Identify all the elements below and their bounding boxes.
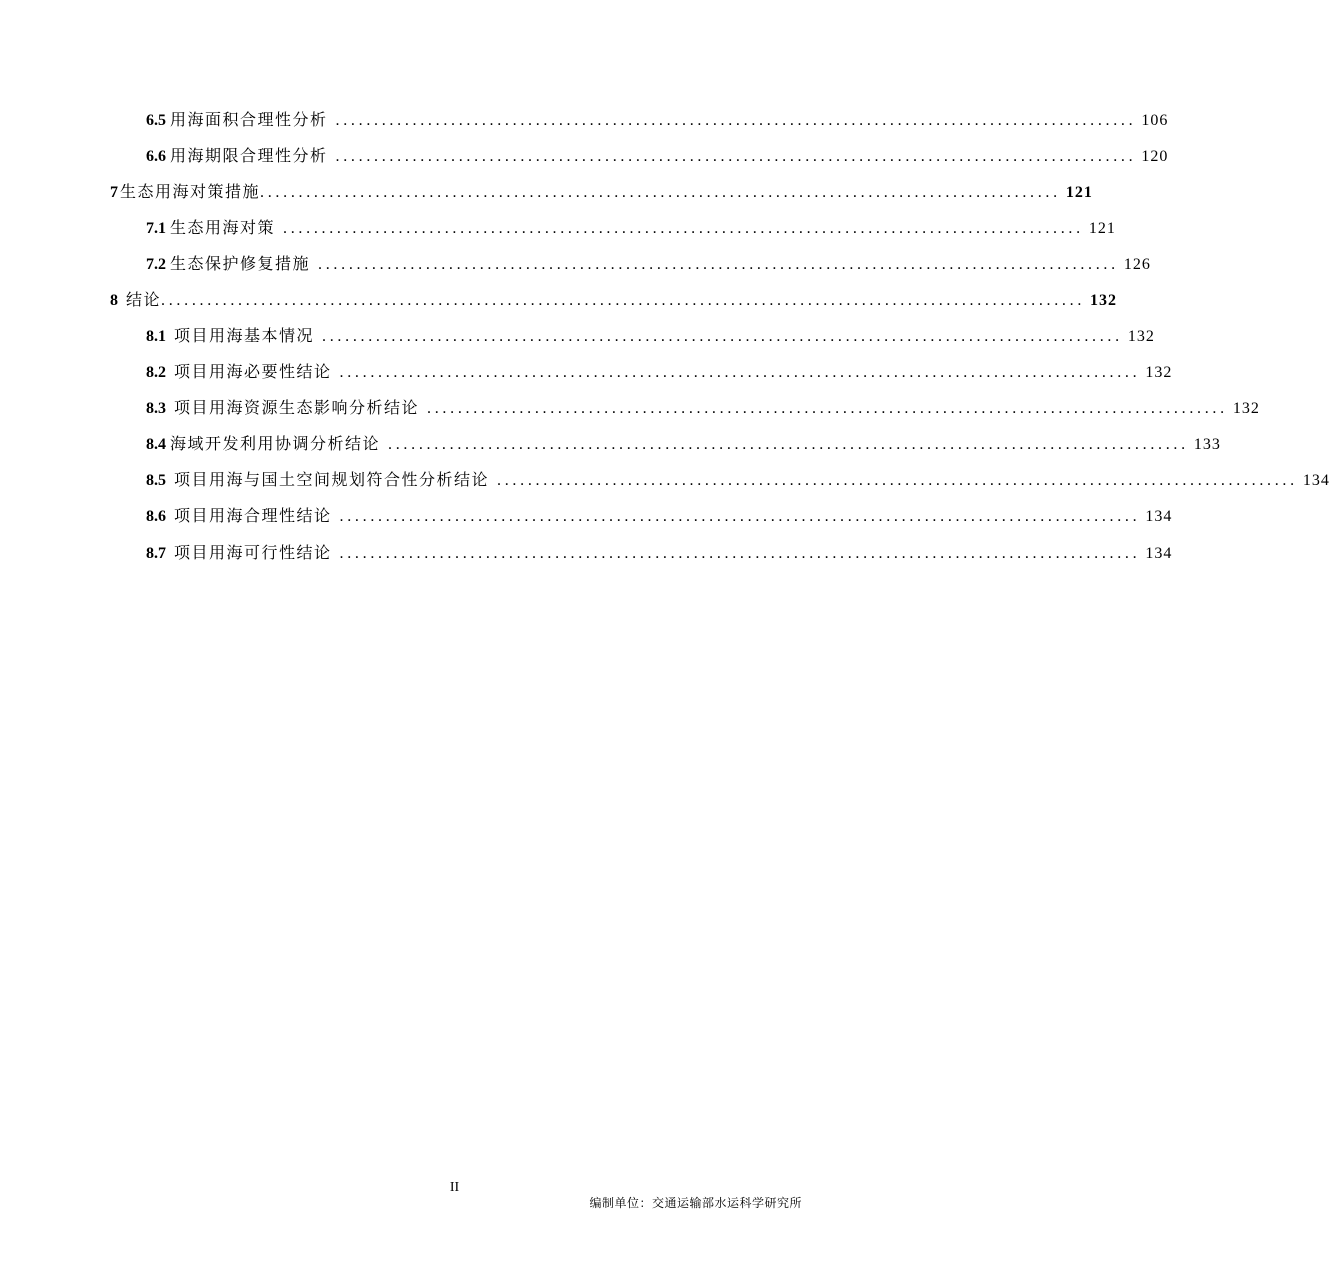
- toc-dot-leader: ........................................................................................................: [335, 112, 1137, 129]
- toc-entry-number: 8.2: [146, 364, 166, 381]
- toc-entry-title: 项目用海资源生态影响分析结论: [174, 398, 420, 417]
- toc-dot-leader: ........................................................................................................: [339, 508, 1141, 525]
- toc-dot-leader: ........................................................................................................: [322, 328, 1123, 345]
- toc-dot-leader: ........................................................................................................: [260, 184, 1061, 201]
- toc-entry-page: 133: [1193, 436, 1221, 453]
- toc-dot-leader: ........................................................................................................: [339, 545, 1141, 562]
- toc-dot-leader: ........................................................................................................................: [161, 292, 1086, 309]
- toc-entry-7-1[interactable]: [146, 218, 1116, 239]
- toc-entry-7[interactable]: [110, 182, 1093, 203]
- toc-entry-title: 海域开发利用协调分析结论: [170, 434, 381, 453]
- toc-entry-8-6[interactable]: [146, 506, 1173, 527]
- toc-entry-number: 8.1: [146, 328, 166, 345]
- toc-entry-page: 132: [1127, 328, 1155, 345]
- toc-entry-8-1[interactable]: [146, 326, 1155, 347]
- footer-organization: 编制单位：交通运输部水运科学研究所: [589, 1196, 802, 1210]
- toc-dot-leader: ........................................................................................................: [427, 400, 1228, 417]
- toc-entry-page: 134: [1145, 508, 1173, 525]
- toc-entry-title: 用海面积合理性分析: [170, 110, 328, 129]
- toc-entry-number: 6.5: [146, 112, 166, 129]
- toc-entry-page: 121: [1065, 184, 1093, 201]
- toc-entry-page: 120: [1141, 148, 1169, 165]
- toc-entry-page: 134: [1145, 545, 1173, 562]
- toc-entry-page: 106: [1141, 112, 1169, 129]
- toc-entry-title: 生态用海对策: [170, 218, 276, 237]
- toc-entry-number: 7.2: [146, 256, 166, 273]
- toc-entry-number: 6.6: [146, 148, 166, 165]
- toc-entry-title: 结论: [126, 290, 162, 309]
- toc-entry-title: 项目用海可行性结论: [174, 543, 332, 562]
- toc-entry-title: 项目用海与国土空间规划符合性分析结论: [174, 470, 490, 489]
- toc-entry-8-7[interactable]: [146, 543, 1173, 564]
- toc-entry-8-4[interactable]: [146, 434, 1221, 455]
- toc-entry-page: 121: [1088, 220, 1116, 237]
- toc-entry-8[interactable]: [110, 290, 1118, 311]
- toc-entry-8-3[interactable]: [146, 398, 1260, 419]
- toc-entry-title: 生态保护修复措施: [170, 254, 311, 273]
- toc-entry-number: 8.5: [146, 472, 166, 489]
- toc-entry-number: 8: [110, 292, 118, 309]
- toc-entry-6-6[interactable]: [146, 146, 1169, 167]
- toc-dot-leader: ........................................................................................................: [388, 436, 1189, 453]
- toc-dot-leader: ........................................................................................................: [283, 220, 1084, 237]
- toc-dot-leader: ........................................................................................................: [339, 364, 1141, 381]
- toc-entry-number: 8.3: [146, 400, 166, 417]
- toc-entry-title: 生态用海对策措施: [120, 182, 261, 201]
- toc-entry-number: 8.4: [146, 436, 166, 453]
- toc-entry-number: 7: [110, 184, 118, 201]
- toc-entry-number: 7.1: [146, 220, 166, 237]
- toc-dot-leader: ........................................................................................................: [318, 256, 1119, 273]
- toc-entry-8-2[interactable]: [146, 362, 1173, 383]
- toc-entry-8-5[interactable]: [146, 470, 1330, 491]
- toc-entry-6-5[interactable]: [146, 110, 1169, 131]
- toc-entry-page: 132: [1145, 364, 1173, 381]
- toc-entry-number: 8.7: [146, 545, 166, 562]
- toc-entry-title: 项目用海基本情况: [174, 326, 315, 345]
- toc-dot-leader: ........................................................................................................: [497, 472, 1298, 489]
- toc-entry-title: 项目用海必要性结论: [174, 362, 332, 381]
- toc-entry-7-2[interactable]: [146, 254, 1151, 275]
- toc-entry-page: 134: [1302, 472, 1330, 489]
- toc-entry-page: 132: [1090, 292, 1118, 309]
- toc-dot-leader: ........................................................................................................: [335, 148, 1137, 165]
- toc-entry-page: 126: [1123, 256, 1151, 273]
- page-number: II: [449, 1180, 460, 1195]
- toc-entry-number: 8.6: [146, 508, 166, 525]
- toc-entry-title: 项目用海合理性结论: [174, 506, 332, 525]
- toc-entry-page: 132: [1232, 400, 1260, 417]
- toc-entry-title: 用海期限合理性分析: [170, 146, 328, 165]
